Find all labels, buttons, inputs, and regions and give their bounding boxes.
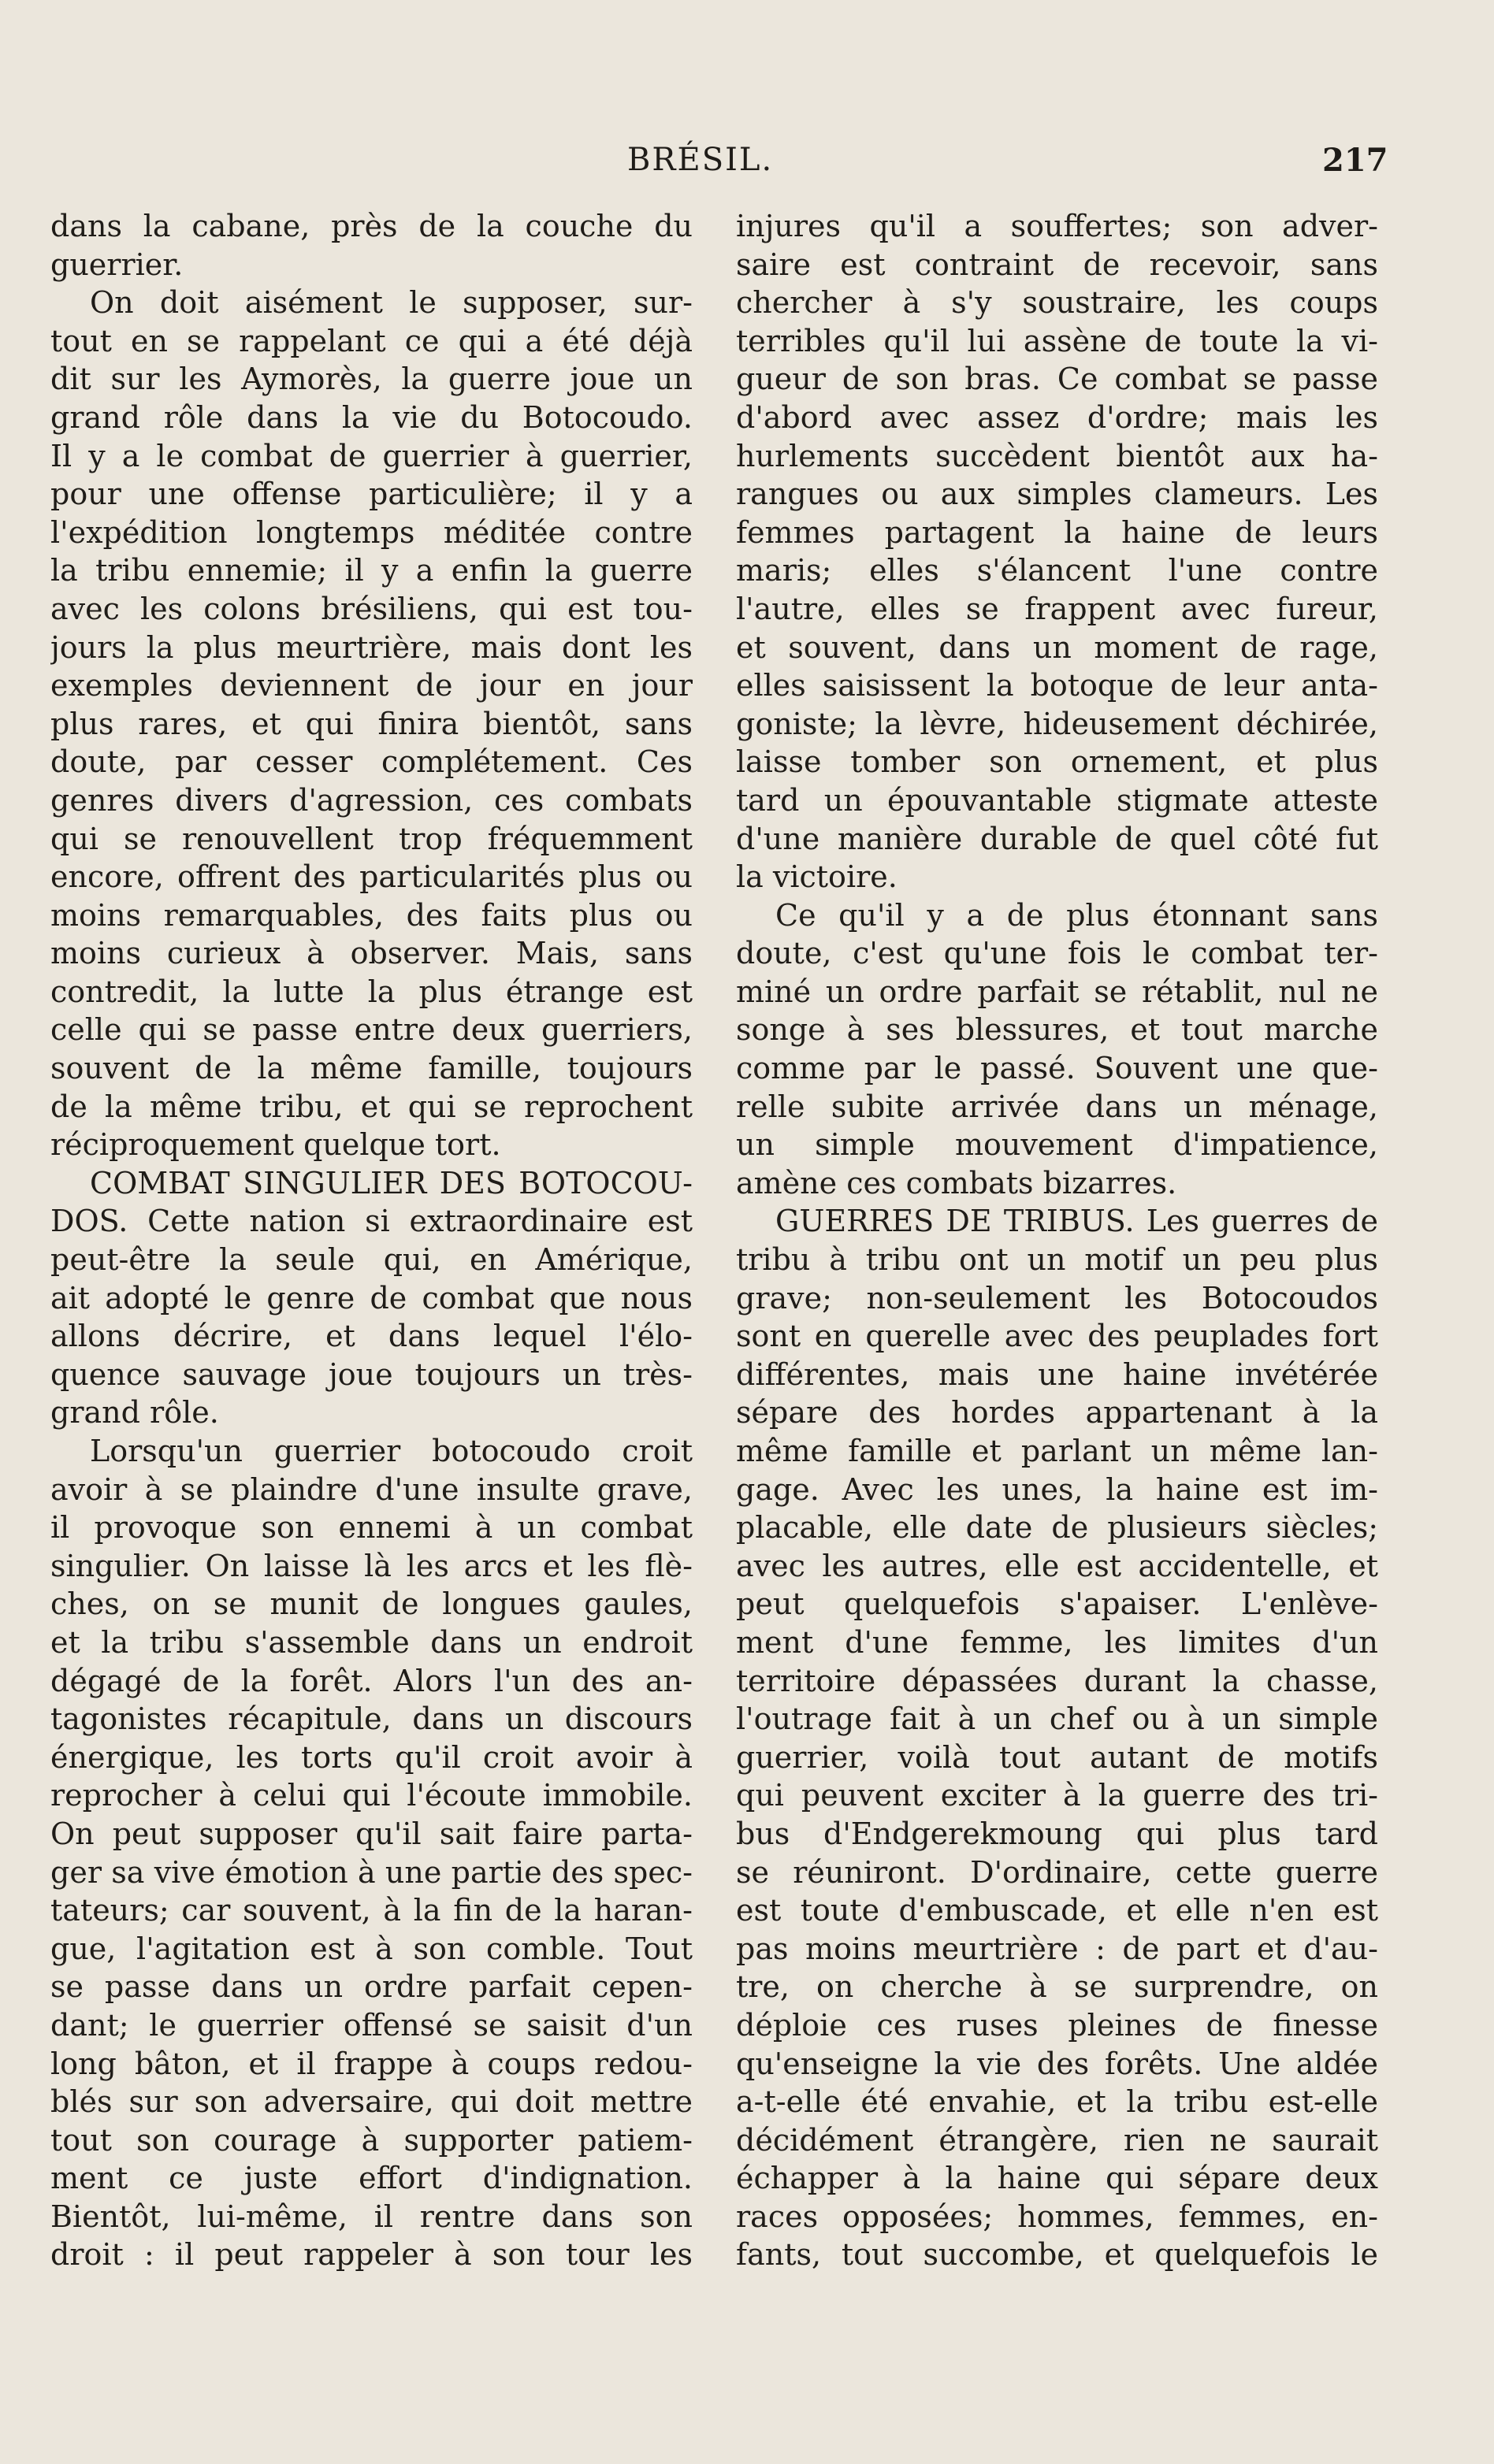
text-line: l'outrage fait à un chef ou à un simple [736, 1701, 1378, 1737]
text-line: se réuniront. D'ordinaire, cette guerre [736, 1854, 1378, 1890]
text-line: DOS. Cette nation si extraordinaire est [50, 1204, 693, 1239]
text-line: réciproquement quelque tort. [50, 1127, 501, 1163]
text-line: moins curieux à observer. Mais, sans [50, 936, 693, 971]
text-line: avoir à se plaindre d'une insulte grave, [50, 1471, 693, 1507]
text-line: songe à ses blessures, et tout marche [736, 1012, 1378, 1048]
text-line: miné un ordre parfait se rétablit, nul ne [736, 974, 1378, 1009]
text-line: différentes, mais une haine invétérée [736, 1356, 1378, 1392]
text-line: allons décrire, et dans lequel l'élo- [50, 1319, 693, 1354]
text-line: rangues ou aux simples clameurs. Les [736, 477, 1378, 512]
text-line: contredit, la lutte la plus étrange est [50, 974, 693, 1009]
text-line: la tribu ennemie; il y a enfin la guerre [50, 553, 693, 588]
text-line: tagonistes récapitule, dans un discours [50, 1701, 693, 1737]
text-line: femmes partagent la haine de leurs [736, 514, 1378, 550]
text-line: guerrier. [50, 247, 184, 282]
text-line: grand rôle dans la vie du Botocoudo. [50, 399, 693, 435]
text-line: celle qui se passe entre deux guerriers, [50, 1012, 693, 1048]
text-line: tribu à tribu ont un motif un peu plus [736, 1242, 1378, 1278]
text-line: la victoire. [736, 859, 898, 895]
text-line: et souvent, dans un moment de rage, [736, 629, 1378, 665]
text-line: ches, on se munit de longues gaules, [50, 1586, 693, 1622]
text-line: dant; le guerrier offensé se saisit d'un [50, 2007, 693, 2043]
text-line: elles saisissent la botoque de leur anta- [736, 668, 1378, 703]
text-line: Bientôt, lui-même, il rentre dans son [50, 2199, 693, 2234]
text-line: jours la plus meurtrière, mais dont les [50, 629, 693, 665]
text-line: Ce qu'il y a de plus étonnant sans [775, 897, 1378, 933]
text-line: terribles qu'il lui assène de toute la vi- [736, 323, 1378, 358]
text-line: qui se renouvellent trop fréquemment [50, 821, 693, 856]
text-line: placable, elle date de plusieurs siècles; [736, 1510, 1378, 1546]
text-line: a-t-elle été envahie, et la tribu est-elle [736, 2084, 1378, 2120]
text-line: doute, c'est qu'une fois le combat ter- [736, 936, 1378, 971]
text-line: On doit aisément le supposer, sur- [90, 285, 693, 321]
text-line: long bâton, et il frappe à coups redou- [50, 2046, 693, 2081]
text-line: tout son courage à supporter patiem- [50, 2122, 693, 2158]
text-line: exemples deviennent de jour en jour [50, 668, 693, 703]
text-line: tout en se rappelant ce qui a été déjà [50, 323, 693, 358]
text-line: guerrier, voilà tout autant de motifs [736, 1739, 1378, 1775]
text-line: pour une offense particulière; il y a [50, 477, 693, 512]
text-line: moins remarquables, des faits plus ou [50, 897, 693, 933]
text-column-left [50, 207, 693, 2274]
text-line: plus rares, et qui finira bientôt, sans [50, 706, 693, 741]
text-line: ger sa vive émotion à une partie des spec- [50, 1854, 693, 1890]
text-line: chercher à s'y soustraire, les coups [736, 285, 1378, 321]
text-line: laisse tomber son ornement, et plus [736, 744, 1378, 780]
text-line: déploie ces ruses pleines de finesse [736, 2007, 1378, 2043]
text-line: est toute d'embuscade, et elle n'en est [736, 1893, 1378, 1928]
text-line: droit : il peut rappeler à son tour les [50, 2237, 693, 2273]
text-line: Il y a le combat de guerrier à guerrier, [50, 438, 693, 473]
running-head-title: BRÉSIL. [627, 142, 774, 178]
text-line: énergique, les torts qu'il croit avoir à [50, 1739, 693, 1775]
text-line: se passe dans un ordre parfait cepen- [50, 1969, 693, 2005]
text-line: grand rôle. [50, 1395, 219, 1431]
text-line: sont en querelle avec des peuplades fort [736, 1319, 1378, 1354]
text-line: COMBAT SINGULIER DES BOTOCOU- [90, 1165, 693, 1200]
text-line: goniste; la lèvre, hideusement déchirée, [736, 706, 1378, 741]
text-line: hurlements succèdent bientôt aux ha- [736, 438, 1378, 473]
text-line: d'une manière durable de quel côté fut [736, 821, 1378, 856]
text-line: tre, on cherche à se surprendre, on [736, 1969, 1378, 2005]
running-head [0, 142, 1494, 181]
text-line: gage. Avec les unes, la haine est im- [736, 1471, 1378, 1507]
text-line: genres divers d'agression, ces combats [50, 782, 693, 818]
text-line: tateurs; car souvent, à la fin de la haran- [50, 1893, 693, 1928]
text-line: territoire dépassées durant la chasse, [736, 1663, 1378, 1698]
text-line: l'autre, elles se frappent avec fureur, [736, 591, 1378, 626]
text-line: et la tribu s'assemble dans un endroit [50, 1624, 693, 1660]
text-line: tard un épouvantable stigmate atteste [736, 782, 1378, 818]
text-line: GUERRES DE TRIBUS. Les guerres de [775, 1204, 1378, 1239]
text-line: fants, tout succombe, et quelquefois le [736, 2237, 1378, 2273]
text-line: dit sur les Aymorès, la guerre joue un [50, 362, 693, 397]
text-line: peut-être la seule qui, en Amérique, [50, 1242, 693, 1278]
text-line: doute, par cesser complétement. Ces [50, 744, 693, 780]
text-line: gue, l'agitation est à son comble. Tout [50, 1931, 693, 1966]
text-line: dégagé de la forêt. Alors l'un des an- [50, 1663, 693, 1698]
text-line: ment d'une femme, les limites d'un [736, 1624, 1378, 1660]
text-line: reprocher à celui qui l'écoute immobile. [50, 1778, 693, 1813]
text-line: comme par le passé. Souvent une que- [736, 1051, 1378, 1086]
text-line: injures qu'il a souffertes; son adver- [736, 209, 1378, 243]
text-line: décidément étrangère, rien ne saurait [736, 2122, 1378, 2158]
text-line: pas moins meurtrière : de part et d'au- [736, 1931, 1378, 1966]
text-line: échapper à la haine qui sépare deux [736, 2161, 1378, 2196]
text-line: singulier. On laisse là les arcs et les flè- [50, 1548, 693, 1583]
text-line: amène ces combats bizarres. [736, 1165, 1177, 1200]
text-line: On peut supposer qu'il sait faire parta- [50, 1816, 693, 1851]
text-column-right [736, 207, 1378, 2274]
text-line: il provoque son ennemi à un combat [50, 1510, 693, 1546]
text-line: d'abord avec assez d'ordre; mais les [736, 399, 1378, 435]
text-line: relle subite arrivée dans un ménage, [736, 1089, 1378, 1124]
text-line: bus d'Endgerekmoung qui plus tard [736, 1816, 1378, 1851]
text-line: qu'enseigne la vie des forêts. Une aldée [736, 2046, 1378, 2081]
text-line: dans la cabane, près de la couche du [50, 209, 693, 243]
text-line: qui peuvent exciter à la guerre des tri- [736, 1778, 1378, 1813]
text-line: ait adopté le genre de combat que nous [50, 1280, 693, 1315]
text-line: grave; non-seulement les Botocoudos [736, 1280, 1378, 1315]
text-line: avec les autres, elle est accidentelle, et [736, 1548, 1378, 1583]
text-line: l'expédition longtemps méditée contre [50, 514, 693, 550]
text-line: saire est contraint de recevoir, sans [736, 247, 1378, 282]
text-line: Lorsqu'un guerrier botocoudo croit [90, 1434, 693, 1468]
text-line: quence sauvage joue toujours un très- [50, 1356, 693, 1392]
text-line: peut quelquefois s'apaiser. L'enlève- [736, 1586, 1378, 1622]
text-line: sépare des hordes appartenant à la [736, 1395, 1378, 1431]
text-line: souvent de la même famille, toujours [50, 1051, 693, 1086]
text-line: blés sur son adversaire, qui doit mettre [50, 2084, 693, 2120]
text-line: maris; elles s'élancent l'une contre [736, 553, 1378, 588]
text-line: races opposées; hommes, femmes, en- [736, 2199, 1378, 2234]
text-line: gueur de son bras. Ce combat se passe [736, 362, 1378, 397]
text-line: avec les colons brésiliens, qui est tou- [50, 591, 693, 626]
text-line: de la même tribu, et qui se reprochent [50, 1089, 693, 1124]
text-line: même famille et parlant un même lan- [736, 1434, 1378, 1468]
page-number: 217 [1322, 142, 1388, 179]
text-line: un simple mouvement d'impatience, [736, 1127, 1378, 1163]
text-line: ment ce juste effort d'indignation. [50, 2161, 693, 2196]
text-line: encore, offrent des particularités plus ou [50, 859, 693, 895]
